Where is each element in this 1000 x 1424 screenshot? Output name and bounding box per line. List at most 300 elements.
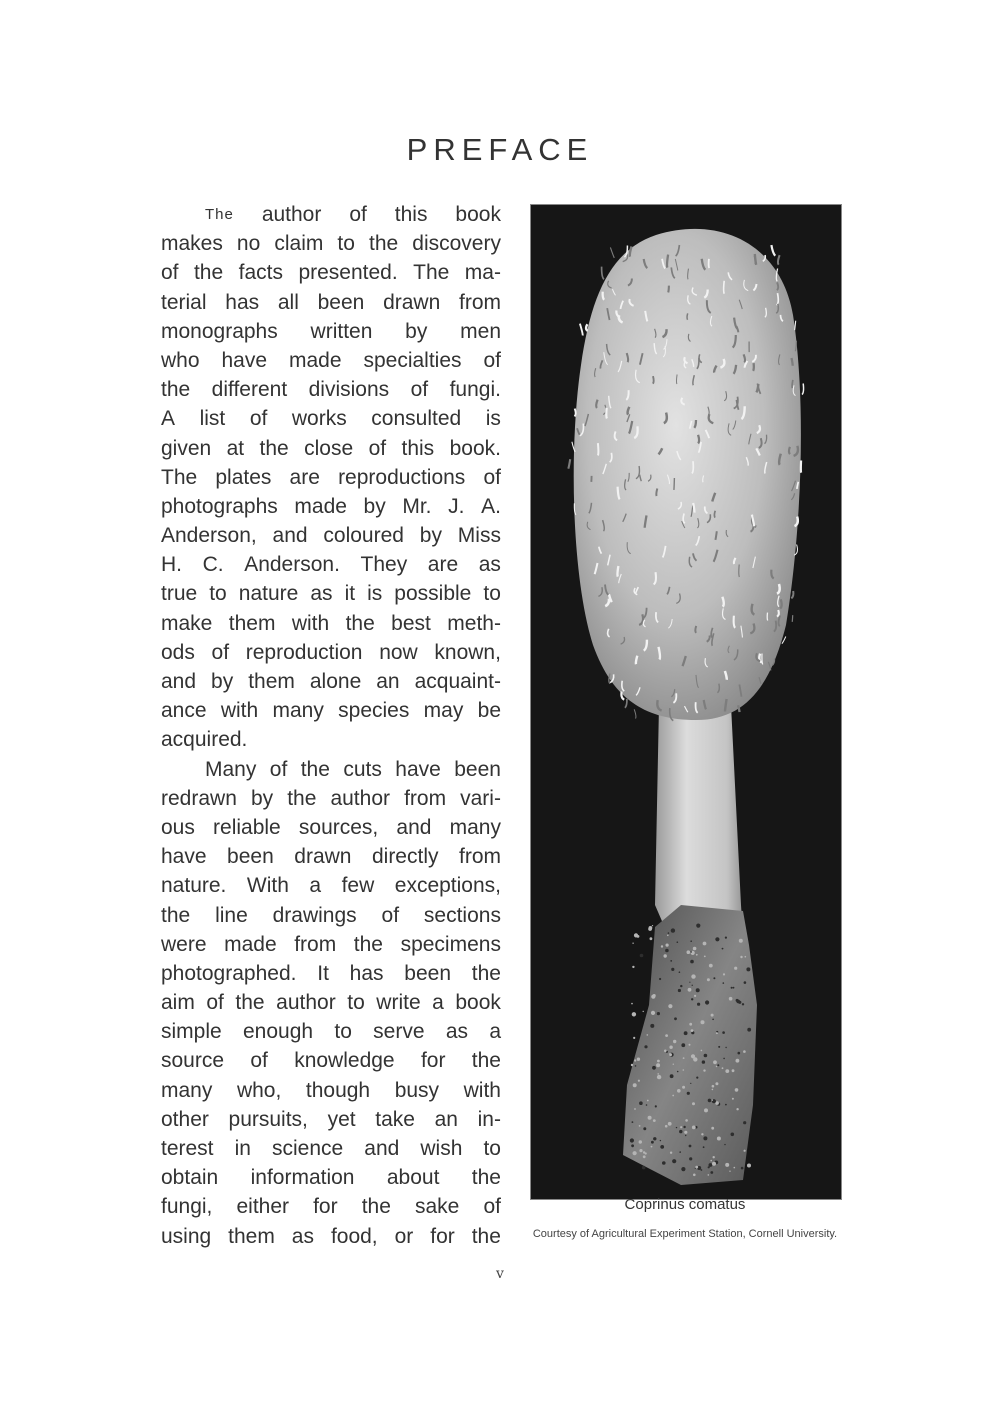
- speckle: [725, 1047, 726, 1048]
- word: The: [161, 465, 198, 489]
- speckle: [643, 1127, 646, 1130]
- speckle: [668, 1004, 672, 1008]
- word: different: [211, 378, 288, 402]
- word: as: [310, 582, 333, 606]
- speckle: [684, 1131, 687, 1134]
- word: drawn: [383, 290, 441, 314]
- word: the: [345, 611, 375, 635]
- scale-mark: [656, 489, 657, 497]
- speckle: [715, 1082, 718, 1085]
- speckle: [685, 1135, 686, 1136]
- word: reliable: [213, 815, 281, 839]
- plate-credit: Courtesy of Agricultural Experiment Station, Cornell University.: [532, 1228, 838, 1240]
- speckle: [682, 1086, 685, 1089]
- word: are: [427, 553, 459, 577]
- word: C.: [202, 553, 224, 577]
- speckle: [639, 1125, 641, 1127]
- speckle: [670, 1152, 672, 1154]
- speckle: [707, 978, 710, 981]
- scale-mark: [653, 376, 654, 384]
- speckle: [677, 941, 679, 943]
- word: has: [349, 961, 384, 985]
- speckle: [731, 987, 733, 989]
- speckle: [633, 1037, 635, 1039]
- speckle: [668, 932, 670, 934]
- word: known,: [434, 640, 501, 664]
- speckle: [632, 943, 633, 944]
- word: this: [394, 203, 428, 226]
- word: drawings: [272, 903, 357, 927]
- word: given: [161, 436, 212, 460]
- scale-mark: [580, 324, 583, 336]
- word: of: [483, 348, 501, 372]
- speckle: [689, 1157, 692, 1160]
- word: terest: [161, 1137, 214, 1160]
- speckle: [701, 1020, 705, 1024]
- speckle: [743, 1121, 746, 1124]
- word: by: [211, 670, 234, 693]
- word: specimens: [400, 932, 501, 956]
- speckle: [703, 1136, 707, 1140]
- word: makes: [161, 232, 223, 256]
- speckle: [732, 1098, 734, 1100]
- word: of: [250, 1049, 268, 1073]
- word: possible: [394, 582, 472, 606]
- word: Miss: [457, 524, 501, 548]
- speckle: [713, 1060, 717, 1064]
- speckle: [722, 1031, 725, 1034]
- speckle: [680, 1126, 682, 1128]
- page-number: v: [496, 1266, 504, 1282]
- text-line: [161, 725, 501, 754]
- word: author: [330, 786, 390, 810]
- text-line: [161, 1192, 501, 1221]
- scale-mark: [789, 447, 790, 454]
- speckle: [736, 1000, 740, 1004]
- word: as: [445, 1020, 469, 1044]
- speckle: [725, 937, 727, 939]
- word: of: [249, 407, 268, 431]
- speckle: [734, 967, 737, 970]
- speckle: [693, 1057, 697, 1061]
- word: the: [235, 991, 265, 1015]
- word: other: [161, 1107, 209, 1131]
- speckle: [638, 1080, 640, 1082]
- speckle: [729, 997, 733, 1001]
- speckle: [650, 937, 653, 940]
- word: the: [161, 903, 191, 927]
- word: to: [209, 582, 227, 606]
- word: many: [161, 1078, 213, 1102]
- scale-mark: [668, 286, 669, 293]
- speckle: [634, 1059, 636, 1061]
- speckle: [738, 1052, 741, 1055]
- word: close: [304, 436, 354, 460]
- speckle: [683, 1069, 685, 1071]
- word: from: [294, 932, 337, 956]
- scale-mark: [771, 245, 775, 256]
- word: all: [277, 290, 299, 314]
- speckle: [689, 982, 690, 983]
- speckle: [669, 1053, 672, 1056]
- text-line: [161, 492, 501, 521]
- word: and: [272, 524, 308, 548]
- speckle: [703, 1069, 705, 1071]
- word: made: [294, 494, 347, 518]
- speckle: [701, 1133, 703, 1135]
- word: them: [228, 611, 276, 635]
- scale-mark: [586, 324, 588, 331]
- speckle: [665, 1125, 668, 1128]
- speckle: [668, 1122, 672, 1126]
- word: may: [423, 699, 464, 723]
- word: redrawn: [161, 786, 237, 810]
- word: serve: [373, 1020, 425, 1044]
- word: and: [364, 1137, 400, 1160]
- word: to: [337, 232, 355, 256]
- speckle: [692, 985, 693, 986]
- word: It: [317, 961, 329, 985]
- speckle: [657, 1075, 661, 1079]
- speckle: [649, 926, 653, 930]
- word: vari-: [460, 786, 501, 810]
- word: an: [376, 670, 400, 693]
- speckle: [657, 1012, 660, 1015]
- speckle: [691, 951, 692, 952]
- word: were: [161, 932, 207, 956]
- speckle: [667, 935, 669, 937]
- speckle: [717, 1137, 721, 1141]
- word: With: [246, 874, 289, 898]
- scale-mark: [687, 313, 688, 319]
- text-line: [161, 988, 501, 1017]
- speckle: [732, 1069, 735, 1072]
- word: fungi.: [449, 378, 501, 402]
- word: now: [379, 640, 418, 664]
- scale-mark: [610, 247, 614, 258]
- speckle: [736, 1108, 738, 1110]
- speckle: [696, 924, 700, 928]
- word: are: [289, 465, 320, 489]
- word: cuts: [343, 757, 382, 781]
- text-line: [161, 959, 501, 988]
- word: ance: [161, 699, 207, 723]
- word: at: [226, 436, 245, 460]
- speckle: [725, 1163, 729, 1167]
- scale-mark: [625, 699, 627, 708]
- word: from: [404, 786, 447, 810]
- text-line: [161, 375, 501, 404]
- word: ous: [161, 815, 195, 839]
- word: it: [344, 582, 356, 606]
- speckle: [703, 1146, 705, 1148]
- speckle: [653, 994, 656, 997]
- speckle: [685, 1119, 688, 1122]
- word: sources,: [298, 815, 379, 839]
- scale-mark: [753, 363, 754, 371]
- speckle: [693, 1174, 696, 1177]
- text-line: [161, 288, 501, 317]
- word: of: [161, 261, 179, 285]
- word: of: [368, 436, 387, 460]
- word: species: [338, 699, 410, 723]
- word: the: [471, 1224, 501, 1248]
- speckle: [733, 987, 735, 989]
- word: directly: [371, 845, 439, 869]
- word: knowledge: [294, 1049, 395, 1073]
- speckle: [673, 1064, 674, 1065]
- scale-mark: [695, 626, 696, 633]
- word: from: [459, 290, 501, 314]
- speckle: [679, 1130, 682, 1133]
- speckle: [665, 949, 669, 953]
- text-line: [161, 1134, 501, 1163]
- word: write: [376, 991, 421, 1015]
- word: the: [361, 1195, 391, 1219]
- speckle: [656, 1063, 660, 1067]
- speckle: [673, 1040, 676, 1043]
- word: photographs: [161, 494, 278, 518]
- word: of: [410, 378, 429, 402]
- word: book: [455, 203, 501, 226]
- word: busy: [394, 1078, 440, 1102]
- speckle: [744, 981, 747, 984]
- scale-mark: [606, 408, 607, 419]
- speckle: [683, 1057, 685, 1059]
- word: or: [394, 1224, 414, 1248]
- text-line: [161, 784, 501, 813]
- word: who: [161, 348, 200, 372]
- scale-mark: [791, 591, 793, 598]
- speckle: [651, 1146, 653, 1148]
- word: photographed.: [161, 961, 297, 985]
- word: consulted: [371, 407, 462, 431]
- speckle: [723, 1058, 725, 1060]
- text-line: [161, 667, 501, 696]
- speckle: [689, 1145, 692, 1148]
- word: the: [300, 757, 330, 781]
- word: the: [161, 378, 191, 402]
- shaggy-mane-illustration: [531, 205, 841, 1199]
- text-line: [161, 1017, 501, 1046]
- speckle: [704, 1054, 708, 1058]
- word: obtain: [161, 1166, 219, 1190]
- speckle: [677, 1089, 681, 1093]
- word: source: [161, 1049, 225, 1073]
- speckle: [716, 1066, 717, 1067]
- speckle: [691, 1029, 694, 1032]
- word: a: [309, 874, 322, 898]
- word: with: [291, 611, 330, 635]
- word: information: [250, 1166, 355, 1190]
- word: sake: [415, 1195, 460, 1219]
- word: make: [161, 611, 213, 635]
- speckle: [716, 1032, 718, 1034]
- text-line: [161, 404, 501, 433]
- speckle: [679, 1151, 681, 1153]
- word: specialties: [363, 348, 462, 372]
- scale-mark: [602, 267, 604, 280]
- speckle: [711, 1127, 714, 1130]
- text-line: [161, 755, 501, 784]
- text-line: [161, 609, 501, 638]
- speckle: [661, 945, 663, 947]
- text-line: [161, 229, 501, 258]
- text-line: [161, 579, 501, 608]
- speckle: [646, 1104, 648, 1106]
- word: as: [291, 1224, 314, 1248]
- word: pursuits,: [228, 1107, 308, 1131]
- word: monographs: [161, 319, 278, 343]
- word: line: [215, 903, 248, 927]
- speckle: [704, 956, 706, 958]
- text-line: [161, 1163, 501, 1192]
- word: simple: [161, 1020, 222, 1044]
- speckle: [655, 1105, 657, 1107]
- speckle: [722, 948, 724, 950]
- speckle: [696, 954, 698, 956]
- speckle: [713, 977, 715, 979]
- speckle: [651, 1011, 655, 1015]
- word: them: [248, 670, 295, 693]
- word: and: [396, 815, 432, 839]
- text-line: [161, 1076, 501, 1105]
- word: been: [317, 290, 365, 314]
- word: with: [220, 699, 259, 723]
- speckle: [635, 1065, 637, 1067]
- speckle: [725, 1104, 727, 1106]
- speckle: [643, 1155, 646, 1158]
- text-line: [161, 871, 501, 900]
- speckle: [632, 1012, 636, 1016]
- speckle: [725, 1069, 729, 1073]
- word: of: [206, 991, 224, 1015]
- scale-mark: [739, 565, 740, 577]
- speckle: [634, 1108, 636, 1110]
- text-line: [161, 434, 501, 463]
- word: coloured: [323, 524, 404, 548]
- word: is: [367, 582, 383, 606]
- word: many: [272, 699, 324, 723]
- word: the: [369, 232, 399, 256]
- speckle: [742, 1003, 744, 1005]
- speckle: [633, 1151, 637, 1155]
- speckle: [741, 1167, 744, 1170]
- speckle: [689, 1023, 692, 1026]
- speckle: [681, 1167, 685, 1171]
- speckle: [651, 1141, 654, 1144]
- speckle: [717, 1064, 719, 1066]
- word: by: [250, 786, 274, 810]
- word: yet: [327, 1107, 356, 1131]
- word: presented.: [298, 261, 398, 285]
- word: by: [363, 494, 386, 518]
- speckle: [692, 1102, 695, 1105]
- word: of: [211, 640, 230, 664]
- word: to: [334, 1020, 352, 1044]
- word: men: [460, 319, 501, 343]
- word: be: [477, 699, 501, 723]
- text-line: [161, 258, 501, 287]
- word: ods: [161, 640, 195, 664]
- speckle: [705, 1000, 709, 1004]
- word: Many: [205, 757, 257, 781]
- word: been: [404, 961, 452, 985]
- speckle: [704, 1108, 708, 1112]
- scale-mark: [767, 613, 768, 621]
- word: have: [161, 845, 207, 869]
- text-line: [161, 842, 501, 871]
- scale-mark: [693, 503, 694, 513]
- speckle: [633, 1083, 637, 1087]
- scale-mark: [802, 384, 804, 395]
- word: has: [225, 290, 260, 314]
- speckle: [632, 966, 634, 968]
- speckle: [643, 1011, 644, 1012]
- word: The: [205, 206, 234, 223]
- speckle: [690, 940, 692, 942]
- speckle: [644, 1045, 647, 1048]
- speckle: [691, 974, 695, 978]
- speckle: [691, 998, 693, 1000]
- speckle: [676, 1127, 677, 1128]
- speckle: [631, 1064, 633, 1066]
- scale-mark: [617, 566, 618, 577]
- speckle: [652, 1066, 656, 1070]
- word: claim: [274, 232, 324, 256]
- text-line: [161, 930, 501, 959]
- speckle: [711, 1014, 714, 1017]
- speckle: [660, 1140, 661, 1141]
- speckle: [712, 1089, 714, 1091]
- word: author: [276, 991, 336, 1015]
- speckle: [736, 1059, 740, 1063]
- speckle: [745, 956, 747, 958]
- scale-mark: [724, 281, 725, 294]
- scale-mark: [738, 705, 739, 712]
- speckle: [712, 1162, 716, 1166]
- speckle: [687, 1092, 690, 1095]
- word: either: [236, 1195, 289, 1219]
- word: with: [463, 1078, 501, 1102]
- word: book: [455, 991, 501, 1015]
- speckle: [696, 988, 700, 992]
- word: nature.: [161, 874, 227, 898]
- word: author: [261, 203, 322, 226]
- word: list: [199, 407, 226, 431]
- speckle: [630, 1138, 634, 1142]
- scale-mark: [792, 358, 793, 366]
- speckle: [671, 968, 674, 971]
- speckle: [678, 989, 681, 992]
- speckle: [744, 1150, 746, 1152]
- text-line: [161, 638, 501, 667]
- speckle: [650, 1024, 654, 1028]
- scale-mark: [598, 443, 599, 455]
- word: enough: [242, 1020, 314, 1044]
- word: using: [161, 1224, 212, 1248]
- word: written: [310, 319, 373, 343]
- speckle: [702, 1060, 705, 1063]
- speckle: [677, 1071, 679, 1073]
- scale-mark: [634, 709, 636, 718]
- speckle: [669, 1046, 672, 1049]
- word: ma-: [464, 261, 501, 285]
- scale-mark: [792, 615, 793, 622]
- word: alone: [309, 670, 362, 693]
- speckle: [632, 1121, 634, 1123]
- text-line: [161, 1046, 501, 1075]
